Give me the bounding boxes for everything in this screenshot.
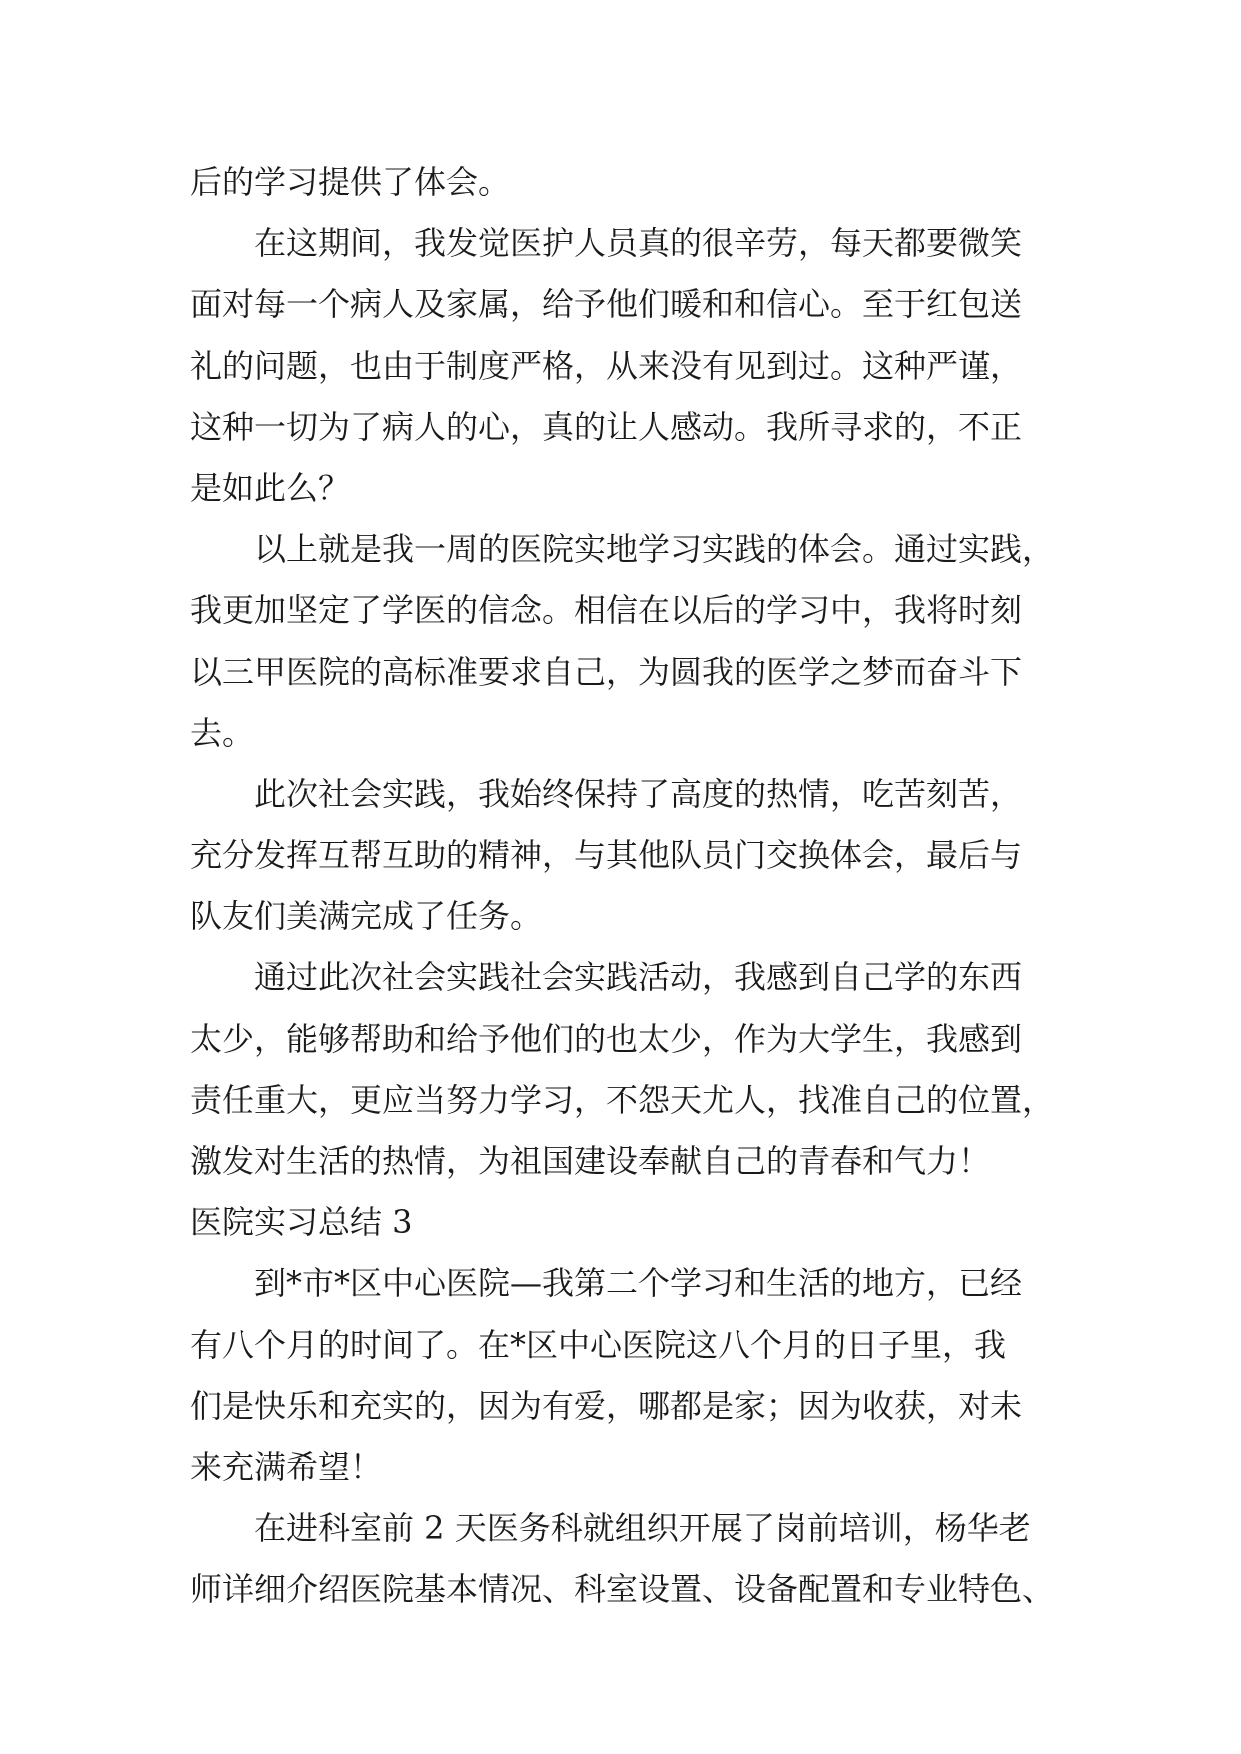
text-line: 我更加坚定了学医的信念。相信在以后的学习中，我将时刻	[190, 591, 1023, 630]
text-line: 在进科室前 2 天医务科就组织开展了岗前培训，杨华老	[190, 1509, 1031, 1548]
text-line: 面对每一个病人及家属，给予他们暖和和信心。至于红包送	[190, 285, 1023, 324]
text-line: 到*市*区中心医院—我第二个学习和生活的地方，已经	[190, 1264, 1023, 1303]
text-line: 后的学习提供了体会。	[190, 163, 511, 201]
text-line: 来充满希望！	[190, 1447, 383, 1486]
text-line: 责任重大，更应当努力学习，不怨天尤人，找准自己的位置，	[190, 1080, 1055, 1119]
document-body	[190, 152, 1060, 1621]
text-line: 充分发挥互帮互助的精神，与其他队员门交换体会，最后与	[190, 836, 1023, 875]
text-line: 礼的问题，也由于制度严格，从来没有见到过。这种严谨，	[190, 346, 1023, 385]
text-line: 激发对生活的热情，为祖国建设奉献自己的青春和气力！	[190, 1142, 991, 1180]
text-line: 以上就是我一周的医院实地学习实践的体会。通过实践，	[190, 530, 1055, 569]
text-line: 太少，能够帮助和给予他们的也太少，作为大学生，我感到	[190, 1019, 1023, 1058]
text-line: 在这期间，我发觉医护人员真的很辛劳，每天都要微笑	[190, 224, 1023, 263]
text-line: 有八个月的时间了。在*区中心医院这八个月的日子里，我	[190, 1325, 1007, 1364]
section-heading: 医院实习总结 3	[190, 1203, 413, 1242]
text-line: 队友们美满完成了任务。	[190, 897, 543, 936]
text-line: 此次社会实践，我始终保持了高度的热情，吃苦刻苦，	[190, 774, 1023, 813]
text-line: 们是快乐和充实的，因为有爱，哪都是家；因为收获，对未	[190, 1386, 1023, 1425]
text-line: 以三甲医院的高标准要求自己，为圆我的医学之梦而奋斗下	[190, 652, 1023, 691]
text-line: 是如此么？	[190, 468, 351, 507]
text-line: 师详细介绍医院基本情况、科室设置、设备配置和专业特色、	[190, 1570, 1055, 1609]
text-line: 去。	[190, 713, 255, 752]
text-line: 这种一切为了病人的心，真的让人感动。我所寻求的，不正	[190, 407, 1023, 446]
text-line: 通过此次社会实践社会实践活动，我感到自己学的东西	[190, 958, 1023, 997]
